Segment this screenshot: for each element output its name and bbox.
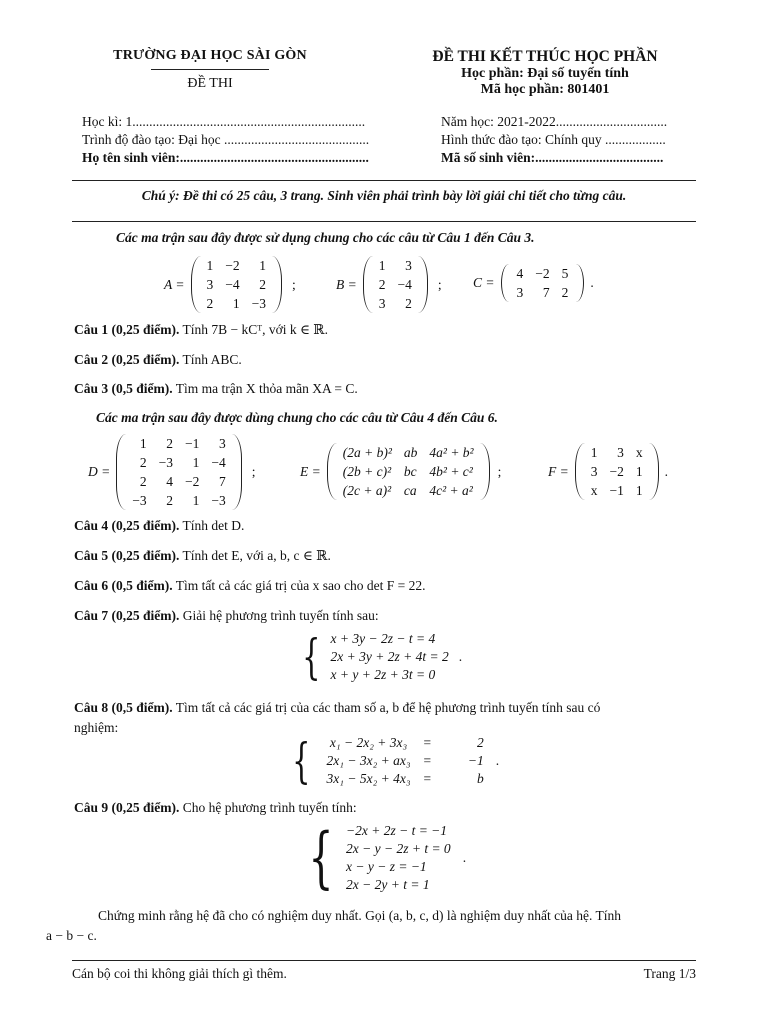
top-rule xyxy=(72,180,696,181)
question-text: Tìm ma trận X thỏa mãn XA = C. xyxy=(175,381,358,396)
matrix-c-entry: −2 xyxy=(535,266,550,281)
brace: { xyxy=(292,733,311,789)
matrix-d-entry: 2 xyxy=(139,474,147,489)
note-rule xyxy=(72,221,696,222)
question-text: Tính 7B − kCᵀ, với k ∈ ℝ. xyxy=(182,322,329,337)
matrix-a-entry: 3 xyxy=(206,277,214,292)
intro-q4-6: Các ma trận sau đây được dùng chung cho các câu từ Câu 4 đến Câu 6. xyxy=(96,410,498,425)
question-text: Tìm tất cả các giá trị của x sao cho det F = 22. xyxy=(175,578,426,593)
equation-part: 2 xyxy=(476,735,484,750)
matrix-a-row xyxy=(201,294,273,313)
matrix-C: C = 4 −2 5 3 7 2 . xyxy=(473,266,594,300)
system-q8: { x₁ − 2x₂ + 3x₃ = 2 2x₁ − 3x₂ + ax₃ = −1 3x₁ − 5x₂ + 4x₃ = b . xyxy=(292,733,500,789)
matrix-d-entry: −1 xyxy=(184,436,200,451)
equation-part: x₁ − 2x₂ + 3x₃ xyxy=(329,735,408,750)
matrix-c-entry: 5 xyxy=(561,266,569,281)
question-3 xyxy=(74,381,358,397)
matrix-c-entry: 3 xyxy=(516,285,524,300)
matrix-c-row xyxy=(511,264,575,283)
left-paren xyxy=(363,256,373,313)
matrix-b-entry: 3 xyxy=(378,296,386,311)
matrix-d-entry: −4 xyxy=(211,455,226,470)
matrix-a-entry: 1 xyxy=(259,258,266,273)
equation: x − y − z = −1 xyxy=(346,859,427,874)
matrix-b-entry: 2 xyxy=(378,277,386,292)
right-paren xyxy=(649,443,659,500)
equation: 2x − 2y + t = 1 xyxy=(346,877,430,892)
question-label: Câu 6 (0,5 điểm). xyxy=(74,578,173,593)
left-paren xyxy=(501,264,511,302)
equation-part: 3x₁ − 5x₂ + 4x₃ xyxy=(326,771,411,786)
matrix-d-entry: 7 xyxy=(218,474,226,489)
question-7 xyxy=(74,608,379,624)
header-right xyxy=(400,48,690,98)
matrix-B: B = 1 3 2 −4 3 2 ; xyxy=(336,258,442,311)
matrix-f-row xyxy=(585,462,649,481)
equation xyxy=(321,770,490,788)
matrix-d-entry: 1 xyxy=(192,455,200,470)
matrix-f-entry: x xyxy=(635,445,643,460)
equation: x + 3y − 2z − t = 4 xyxy=(330,631,436,646)
equation-part: = xyxy=(422,771,432,786)
right-paren xyxy=(272,256,282,313)
equation: x + y + 2z + 3t = 0 xyxy=(330,667,436,682)
matrix-c-entry: 2 xyxy=(561,285,569,300)
matrix-a-entry: 1 xyxy=(206,258,214,273)
matrix-d-entry: −3 xyxy=(211,493,226,508)
question-label: Câu 2 (0,25 điểm). xyxy=(74,352,180,367)
matrix-a-entry: 1 xyxy=(232,296,240,311)
matrix-b-row xyxy=(373,256,418,275)
question-8-cont: nghiệm: xyxy=(74,720,119,735)
question-text: Tính ABC. xyxy=(182,352,242,367)
right-paren xyxy=(574,264,584,302)
question-9 xyxy=(74,800,357,816)
matrix-e-entry: ab xyxy=(403,445,418,460)
left-paren xyxy=(575,443,585,500)
question-8 xyxy=(74,700,600,716)
semester-line: Học kì: 1..................................................................... xyxy=(82,114,366,129)
matrix-d-entry: 2 xyxy=(166,436,173,451)
matrix-A: A = 1 −2 1 3 −4 2 2 1 −3 ; xyxy=(164,258,296,311)
matrix-d-row xyxy=(126,453,232,472)
school-name: TRƯỜNG ĐẠI HỌC SÀI GÒN xyxy=(113,48,307,63)
matrix-d-entry: 2 xyxy=(166,493,173,508)
student-id-line: Mã số sinh viên:...................................... xyxy=(441,150,664,165)
student-name-line: Họ tên sinh viên:........................................................ xyxy=(82,150,369,165)
matrix-b-entry: −4 xyxy=(397,277,412,292)
question-label: Câu 5 (0,25 điểm). xyxy=(74,548,180,563)
question-label: Câu 3 (0,5 điểm). xyxy=(74,381,173,396)
matrix-F: F = 1 3 x 3 −2 1 x −1 1 . xyxy=(548,445,668,498)
matrix-b-row xyxy=(373,275,418,294)
matrix-b-entry: 2 xyxy=(405,296,412,311)
matrix-b-entry: 3 xyxy=(405,258,412,273)
left-paren xyxy=(327,443,337,500)
matrix-d-row xyxy=(126,472,232,491)
matrix-d-entry: −2 xyxy=(184,474,200,489)
question-5 xyxy=(74,548,331,564)
matrix-E: E = (2a + b)² ab 4a² + b² (2b + c)² bc 4b² + c² (2c + a)² ca 4c² + a² ; xyxy=(300,445,502,498)
left-paren xyxy=(116,434,126,510)
course-name: Học phần: Đại số tuyến tính xyxy=(461,66,629,81)
matrix-f-entry: 1 xyxy=(590,445,598,460)
brace: { xyxy=(302,629,321,685)
matrix-c-entry: 4 xyxy=(516,266,524,281)
equation xyxy=(321,752,490,770)
matrix-f-entry: 3 xyxy=(590,464,598,479)
question-label: Câu 8 (0,5 điểm). xyxy=(74,700,173,715)
matrix-e-entry: (2a + b)² xyxy=(342,445,392,460)
matrix-f-entry: −2 xyxy=(609,464,624,479)
right-paren xyxy=(418,256,428,313)
question-label: Câu 7 (0,25 điểm). xyxy=(74,608,180,623)
matrix-d-entry: 1 xyxy=(139,436,147,451)
intro-q1-3: Các ma trận sau đây được sử dụng chung cho các câu từ Câu 1 đến Câu 3. xyxy=(116,230,535,245)
question-label: Câu 4 (0,25 điểm). xyxy=(74,518,180,533)
q9-para-line2: a − b − c. xyxy=(46,928,97,943)
matrix-a-entry: 2 xyxy=(206,296,214,311)
matrix-a-entry: −3 xyxy=(251,296,266,311)
question-4 xyxy=(74,518,244,534)
matrix-f-entry: 1 xyxy=(635,483,643,498)
question-text: Tìm tất cả các giá trị của các tham số a, b để hệ phương trình tuyến tính sau có xyxy=(175,700,601,715)
header-left xyxy=(72,48,348,92)
equation-part: = xyxy=(422,735,432,750)
matrix-f-row xyxy=(585,443,649,462)
brace: { xyxy=(308,819,334,896)
question-text: Tính det E, với a, b, c ∈ ℝ. xyxy=(182,548,331,563)
matrix-e-row xyxy=(337,481,480,500)
matrix-d-row xyxy=(126,491,232,510)
matrix-e-entry: (2b + c)² xyxy=(342,464,392,479)
equation xyxy=(321,734,490,752)
q9-para-line1: Chứng minh rằng hệ đã cho có nghiệm duy nhất. Gọi (a, b, c, d) là nghiệm duy nhất của hệ. Tính xyxy=(98,908,621,923)
matrix-d-entry: 3 xyxy=(218,436,226,451)
matrix-a-row xyxy=(201,275,273,294)
question-6 xyxy=(74,578,426,594)
exam-note: Chú ý: Đề thi có 25 câu, 3 trang. Sinh viên phải trình bày lời giải chi tiết cho từng câu. xyxy=(141,188,627,203)
matrix-b-row xyxy=(373,294,418,313)
exam-title: ĐỀ THI KẾT THÚC HỌC PHẦN xyxy=(432,48,658,65)
page-number: Trang 1/3 xyxy=(643,966,696,981)
question-label: Câu 9 (0,25 điểm). xyxy=(74,800,180,815)
matrix-e-entry: 4c² + a² xyxy=(429,483,473,498)
right-paren xyxy=(232,434,242,510)
matrix-e-entry: 4a² + b² xyxy=(429,445,474,460)
equation: −2x + 2z − t = −1 xyxy=(346,823,448,838)
question-label: Câu 1 (0,25 điểm). xyxy=(74,322,180,337)
equation: 2x + 3y + 2z + 4t = 2 xyxy=(330,649,449,664)
matrix-c-row xyxy=(511,283,575,302)
system-q7: { x + 3y − 2z − t = 4 2x + 3y + 2z + 4t = 2 x + y + 2z + 3t = 0 . xyxy=(302,629,463,685)
matrix-a-entry: 2 xyxy=(259,277,266,292)
matrix-e-row xyxy=(337,443,480,462)
question-1 xyxy=(74,322,328,338)
system-q9: { −2x + 2z − t = −1 2x − y − 2z + t = 0 x − y − z = −1 2x − 2y + t = 1 . xyxy=(308,819,467,896)
course-code: Mã học phần: 801401 xyxy=(480,82,610,97)
equation: 2x − y − 2z + t = 0 xyxy=(346,841,451,856)
matrix-f-entry: −1 xyxy=(609,483,624,498)
question-text: Giải hệ phương trình tuyến tính sau: xyxy=(182,608,379,623)
footer-rule xyxy=(72,960,696,961)
year-line: Năm học: 2021-2022................................. xyxy=(441,114,668,129)
matrix-f-entry: x xyxy=(590,483,598,498)
matrix-e-entry: 4b² + c² xyxy=(429,464,473,479)
matrix-e-entry: ca xyxy=(403,483,417,498)
right-paren xyxy=(480,443,490,500)
matrix-d-entry: 2 xyxy=(139,455,147,470)
question-text: Tính det D. xyxy=(182,518,245,533)
matrix-d-entry: −3 xyxy=(158,455,173,470)
mode-line: Hình thức đào tạo: Chính quy .................. xyxy=(441,132,666,147)
matrix-e-entry: bc xyxy=(403,464,417,479)
equation-part: 2x₁ − 3x₂ + ax₃ xyxy=(326,753,411,768)
header-divider xyxy=(151,69,269,70)
left-paren xyxy=(191,256,201,313)
matrix-f-entry: 1 xyxy=(635,464,643,479)
matrix-D: D = 1 2 −1 3 2 −3 1 −4 2 4 −2 7 −3 2 1 −3 ; xyxy=(88,436,256,508)
equation-part: b xyxy=(476,771,484,786)
question-text: Cho hệ phương trình tuyến tính: xyxy=(182,800,357,815)
matrix-d-entry: 4 xyxy=(166,474,173,489)
matrix-d-entry: 1 xyxy=(192,493,200,508)
question-2 xyxy=(74,352,242,368)
matrix-e-row xyxy=(337,462,480,481)
matrix-f-entry: 3 xyxy=(617,445,624,460)
matrix-d-row xyxy=(126,434,232,453)
matrix-a-entry: −2 xyxy=(225,258,240,273)
matrix-d-entry: −3 xyxy=(132,493,147,508)
equation-part: −1 xyxy=(467,753,484,768)
q9-paragraph xyxy=(46,906,696,946)
matrix-a-entry: −4 xyxy=(225,277,240,292)
equation-part: = xyxy=(422,753,432,768)
level-line: Trình độ đào tạo: Đại học ........................................... xyxy=(82,132,370,147)
matrix-b-entry: 1 xyxy=(378,258,386,273)
matrix-a-row xyxy=(201,256,273,275)
matrix-c-entry: 7 xyxy=(542,285,550,300)
doc-type: ĐỀ THI xyxy=(187,76,233,91)
footer-note: Cán bộ coi thi không giải thích gì thêm. xyxy=(72,966,287,981)
matrix-e-entry: (2c + a)² xyxy=(342,483,392,498)
matrix-f-row xyxy=(585,481,649,500)
